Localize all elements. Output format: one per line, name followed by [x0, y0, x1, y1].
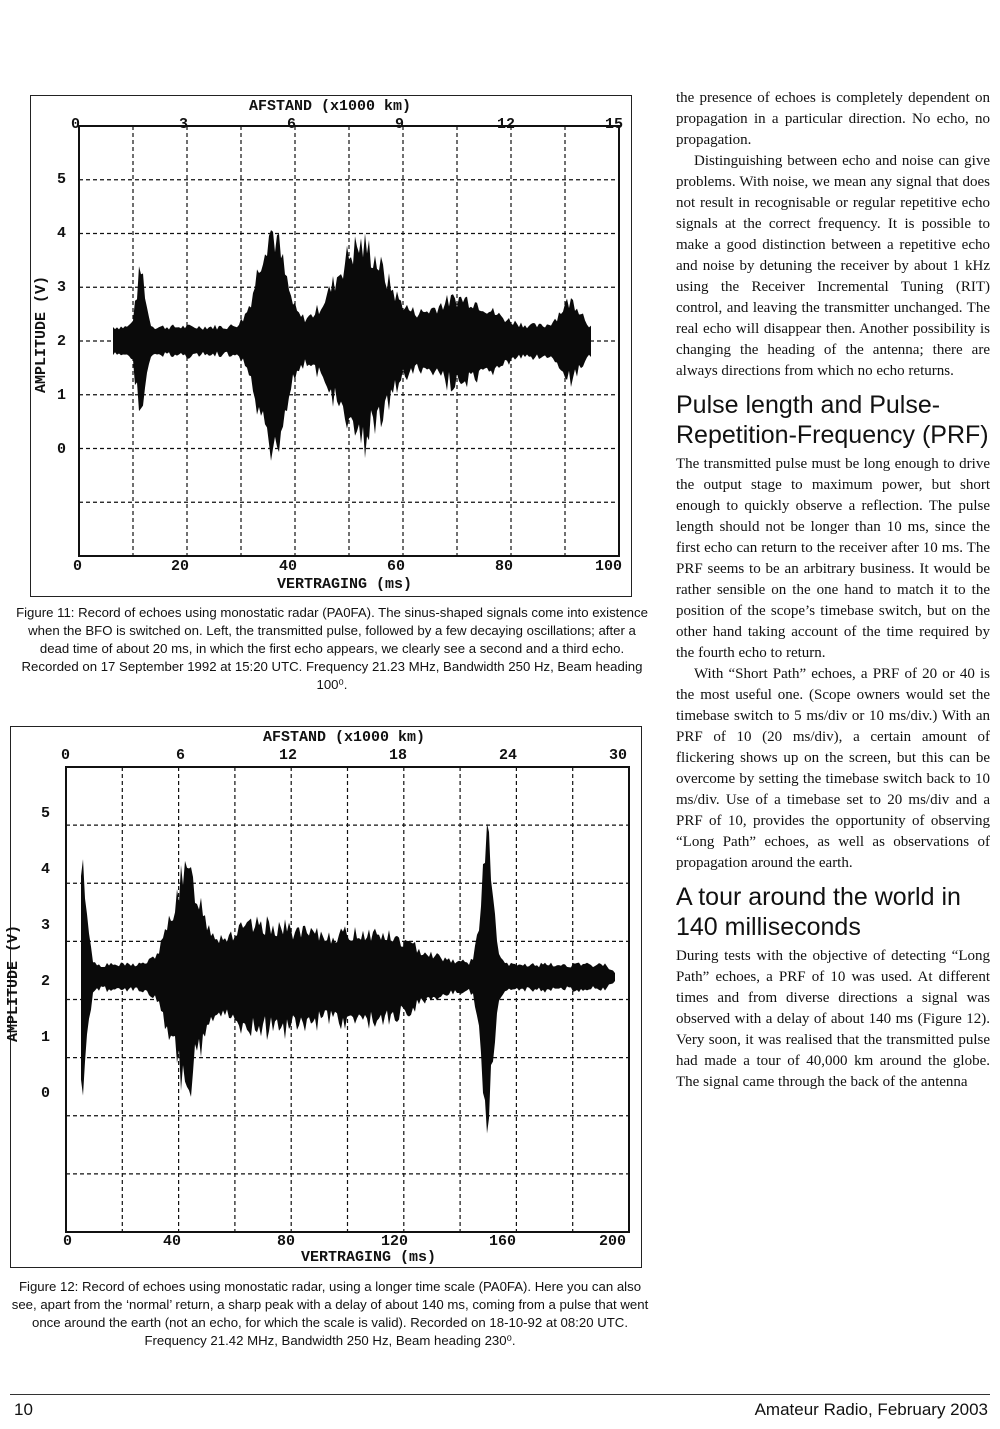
figure-11-caption: Figure 11: Record of echoes using monostatic radar (PA0FA). The sinus-shaped signals come into existence when the BFO is switched on. Left, the transmitted pulse, followed by a few decaying oscillations; after a dead time of about 20 ms, in which the first echo appears, we clearly see a second and a third echo. Recorded on 17 September 1992 at 15:20 UTC. Frequency 21.23 MHz, Bandwidth 250 Hz, Beam heading 100⁰. — [16, 605, 648, 692]
figure-12-top-tick: 24 — [499, 747, 518, 764]
figure-11-top-axis-title: AFSTAND (x1000 km) — [249, 98, 412, 115]
figure-12-y-tick: 1 — [41, 1029, 51, 1046]
figure-11-y-tick: 5 — [57, 171, 67, 188]
figure-11-top-tick: 12 — [497, 116, 516, 133]
figure-11-y-tick: 4 — [57, 225, 67, 242]
figure-12-top-axis-title: AFSTAND (x1000 km) — [263, 729, 426, 746]
figure-12-bottom-tick: 80 — [277, 1233, 296, 1250]
figure-11-top-tick: 15 — [605, 116, 624, 133]
signal-trace — [81, 824, 615, 1134]
figure-12-top-tick: 6 — [176, 747, 186, 764]
paragraph: Distinguishing between echo and noise can give problems. With noise, we mean any signal that does not result in recognisable or regular repetitive echo signals at the correct frequency. It is possible to make a good distinction between a repetitive echo and noise by detuning the receiver by about 1 kHz using the Receiver Incremental Tuning (RIT) control, and leaving the transmitter unchanged. The real echo will disappear then. Another possibility is changing the heading of the antenna; there are always directions from which no echo returns. — [676, 153, 990, 379]
figure-12-top-tick: 30 — [609, 747, 628, 764]
figure-12-bottom-tick: 160 — [489, 1233, 517, 1250]
figure-11-top-tick: 6 — [287, 116, 297, 133]
figure-12-bottom-tick: 40 — [163, 1233, 182, 1250]
figure-11-bottom-tick: 0 — [73, 558, 83, 575]
figure-11-oscillogram — [31, 96, 631, 596]
footer-rule — [10, 1394, 990, 1395]
figure-12-caption: Figure 12: Record of echoes using monostatic radar, using a longer time scale (PA0FA). Here you can also see, apart from the ‘normal’ return, a sharp peak with a delay of about 140 ms, coming from a pulse that went once around the earth (not an echo, for which the scale is valid). Recorded on 18-10-92 at 08:20 UTC. Frequency 21.42 MHz, Bandwidth 250 Hz, Beam heading 230⁰. — [11, 1279, 649, 1348]
figure-12 — [5, 726, 642, 1268]
figure-11-bottom-tick: 40 — [279, 558, 298, 575]
figure-12-bottom-tick: 0 — [63, 1233, 73, 1250]
article-column — [676, 88, 990, 1093]
figure-11-bottom-tick: 20 — [171, 558, 190, 575]
figure-12-y-tick: 5 — [41, 805, 51, 822]
figure-11 — [30, 95, 632, 597]
figure-12-y-tick: 2 — [41, 973, 51, 990]
paragraph: the presence of echoes is completely dependent on propagation in a particular direction. No echo, no propagation. — [676, 90, 990, 148]
figure-11-bottom-tick: 100 — [595, 558, 623, 575]
figure-11-y-tick: 3 — [57, 279, 67, 296]
figure-12-top-tick: 0 — [61, 747, 71, 764]
figure-12-bottom-tick: 200 — [599, 1233, 627, 1250]
figure-11-y-tick: 2 — [57, 333, 67, 350]
figure-12-top-tick: 18 — [389, 747, 408, 764]
publication-line: Amateur Radio, February 2003 — [754, 1400, 988, 1419]
figure-12-oscillogram — [11, 727, 641, 1267]
figure-12-y-axis-title: AMPLITUDE (V) — [5, 924, 23, 1043]
figure-11-y-tick: 1 — [57, 387, 67, 404]
paragraph: During tests with the objective of detecting “Long Path” echoes, a PRF of 10 was used. At different times and from diverse directions a signal was observed with a delay of about 140 ms (Figure 12). Very soon, it was realised that the transmitted pulse had made a tour of 40,000 km around the globe. The signal came through the back of the antenna — [676, 948, 990, 1090]
figure-11-bottom-axis-title: VERTRAGING (ms) — [277, 576, 413, 593]
figure-11-y-axis-title: AMPLITUDE (V) — [33, 275, 51, 394]
figure-12-y-tick: 3 — [41, 917, 51, 934]
figure-12-bottom-axis-title: VERTRAGING (ms) — [301, 1249, 437, 1266]
section-heading: A tour around the world in 140 milliseconds — [676, 883, 961, 941]
figure-11-top-tick: 0 — [71, 116, 81, 133]
signal-trace — [113, 230, 591, 461]
figure-11-bottom-tick: 60 — [387, 558, 406, 575]
figure-12-top-tick: 12 — [279, 747, 298, 764]
section-heading: Pulse length and Pulse-Repetition-Frequency (PRF) — [676, 391, 989, 449]
figure-11-bottom-tick: 80 — [495, 558, 514, 575]
page-number: 10 — [14, 1400, 33, 1419]
figure-11-y-tick: 0 — [57, 441, 67, 458]
figure-12-bottom-tick: 120 — [381, 1233, 409, 1250]
figure-12-y-tick: 4 — [41, 861, 51, 878]
figure-11-top-tick: 3 — [179, 116, 189, 133]
figure-12-y-tick: 0 — [41, 1085, 51, 1102]
paragraph: With “Short Path” echoes, a PRF of 20 or 40 is the most useful one. (Scope owners would set the timebase switch to 5 ms/div or 10 ms/div.) With an PRF of 10 (20 ms/div), a certain amount of flickering shows up on the screen, but this can be overcome by setting the timebase switch back to 10 ms/div. Use of a timebase set to 20 ms/div and a PRF of 10, provides the opportunity of observing “Long Path” echoes, as well as observations of propagation around the earth. — [676, 666, 990, 871]
figure-11-top-tick: 9 — [395, 116, 405, 133]
paragraph: The transmitted pulse must be long enough to drive the output stage to maximum power, but short enough to quickly observe a reflection. The pulse length should not be longer than 10 ms, since the first echo can return to the receiver after 10 ms. The PRF seems to be an arbitrary business. It would be rather sensible on the one hand to match it to the position of the scope’s timebase switch, but on the other hand taking account of the time required by the fourth echo to return. — [676, 456, 990, 661]
